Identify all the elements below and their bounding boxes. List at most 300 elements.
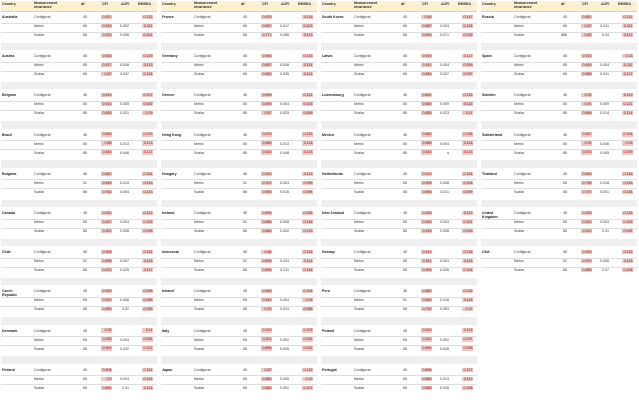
- invariance-level: Metric: [34, 298, 44, 303]
- df-value: 66: [83, 189, 87, 194]
- block-separator: [161, 160, 317, 168]
- cfi-value: 0.862: [422, 132, 432, 137]
- country-block: [321, 247, 477, 278]
- rmsea-value: 0.114: [303, 62, 313, 67]
- rmsea-value: 0.088: [303, 307, 313, 312]
- row-divider: [161, 267, 317, 268]
- invariance-level: Metric: [34, 180, 44, 185]
- header-df: df.: [241, 2, 246, 6]
- country-block: [1, 90, 157, 121]
- delta-cfi-value: 0.028: [440, 346, 449, 351]
- invariance-level: Scalar: [34, 268, 45, 273]
- invariance-level: Metric: [354, 376, 364, 381]
- country-block: [481, 247, 637, 278]
- row-divider: [321, 179, 477, 180]
- header-cfi: CFI: [422, 2, 428, 6]
- cfi-value: 0.918: [422, 228, 432, 233]
- country-block: [1, 326, 157, 357]
- header-delta-cfi: ΔCFI: [441, 2, 450, 6]
- rmsea-value: 0.094: [303, 189, 313, 194]
- cfi-value: 0.927: [102, 219, 112, 224]
- country-block: [321, 208, 477, 239]
- country-block: [161, 326, 317, 357]
- cfi-value: 0.922: [422, 337, 432, 342]
- cfi-value: 0.913: [102, 32, 112, 37]
- invariance-level: Metric: [354, 24, 364, 28]
- header-rmsea: RMSEA: [458, 2, 471, 6]
- cfi-value: 0.816: [582, 171, 592, 176]
- row-divider: [321, 101, 477, 102]
- df-value: 65: [563, 180, 567, 185]
- row-divider: [481, 179, 637, 180]
- delta-cfi-value: 0.005: [120, 102, 129, 107]
- row-divider: [321, 23, 477, 24]
- country-name: Australia: [2, 15, 18, 19]
- invariance-level: Metric: [34, 220, 44, 224]
- delta-cfi-value: 0.001: [600, 189, 609, 194]
- row-divider: [321, 219, 477, 220]
- rmsea-value: 0.101: [143, 32, 153, 37]
- delta-cfi-value: 0.004: [120, 337, 129, 342]
- row-divider: [1, 149, 157, 150]
- invariance-level: Configural: [194, 54, 211, 59]
- delta-cfi-value: 0.046: [120, 150, 129, 155]
- cfi-value: 0.893: [102, 111, 112, 116]
- country-block: [321, 90, 477, 121]
- rmsea-value: 0.113: [303, 32, 313, 37]
- rmsea-value: 0.104: [303, 289, 313, 294]
- rmsea-value: 0.085: [143, 298, 153, 303]
- invariance-level: Metric: [194, 102, 204, 107]
- cfi-value: 0.895: [262, 102, 272, 107]
- invariance-level: Metric: [354, 298, 364, 303]
- df-value: 65: [403, 180, 407, 185]
- invariance-level: Configural: [194, 289, 211, 294]
- block-separator: [481, 43, 637, 51]
- row-divider: [1, 101, 157, 102]
- cfi-value: 0.944: [262, 298, 272, 303]
- delta-cfi-value: 0.021: [120, 111, 129, 116]
- df-value: 65: [243, 376, 247, 381]
- row-divider: [161, 336, 317, 337]
- df-value: 65: [83, 102, 87, 107]
- block-separator: [1, 43, 157, 51]
- block-separator: [1, 278, 157, 286]
- delta-cfi-value: 0.086: [280, 33, 289, 37]
- invariance-level: Configural: [354, 132, 371, 137]
- df-value: 45: [563, 132, 567, 137]
- invariance-level: Scalar: [354, 111, 365, 116]
- df-value: 65: [243, 102, 247, 107]
- invariance-level: Scalar: [194, 150, 205, 155]
- cfi-value: 0.902: [102, 346, 112, 351]
- cfi-value: 0.896: [422, 189, 432, 194]
- rmsea-value: 0.115: [463, 328, 473, 333]
- cfi-value: 0.816: [422, 32, 432, 37]
- row-divider: [481, 62, 637, 63]
- invariance-level: Configural: [514, 15, 531, 19]
- country-block: [321, 51, 477, 82]
- df-value: 65: [243, 337, 247, 342]
- invariance-level: Configural: [34, 328, 51, 333]
- cfi-value: 0.887: [422, 23, 432, 28]
- invariance-level: Scalar: [514, 189, 525, 194]
- country-block: [1, 169, 157, 200]
- df-value: 65: [403, 141, 407, 146]
- delta-cfi-value: 0.018: [600, 180, 609, 185]
- header-delta-cfi: ΔCFI: [121, 2, 130, 6]
- rmsea-value: 0.105: [143, 219, 153, 224]
- delta-cfi-value: 0.018: [440, 298, 449, 303]
- invariance-level: Configural: [34, 93, 51, 98]
- cfi-value: 0.927: [582, 132, 592, 137]
- row-divider: [1, 32, 157, 33]
- df-value: 85: [83, 72, 87, 77]
- row-divider: [1, 306, 157, 307]
- invariance-level: Configural: [34, 367, 51, 372]
- header-cfi: CFI: [262, 2, 268, 6]
- cfi-value: 0.911: [422, 258, 432, 263]
- cfi-value: 0.948: [262, 289, 272, 294]
- invariance-level: Metric: [194, 298, 204, 303]
- invariance-level: Metric: [194, 180, 204, 185]
- header-measurement-invariance: Measurement invariance: [354, 0, 378, 9]
- cfi-value: 0.891: [102, 385, 112, 390]
- block-separator: [1, 356, 157, 364]
- invariance-level: Metric: [34, 259, 44, 264]
- delta-cfi-value: 0.008: [120, 63, 129, 68]
- df-value: 85: [403, 385, 407, 390]
- df-value: 65: [563, 102, 567, 107]
- rmsea-value: 0.119: [463, 210, 473, 215]
- country-name: Canada: [2, 211, 15, 215]
- rmsea-value: 0.105: [623, 219, 633, 224]
- row-divider: [1, 297, 157, 298]
- block-separator: [161, 356, 317, 364]
- invariance-level: Configural: [514, 132, 531, 137]
- header-cfi: CFI: [102, 2, 108, 6]
- invariance-level: Scalar: [34, 307, 45, 312]
- df-value: 66: [83, 268, 87, 273]
- header-measurement-invariance: Measurement invariance: [194, 0, 218, 9]
- rmsea-value: 0.108: [623, 267, 633, 272]
- cfi-value: 0.919: [102, 23, 112, 28]
- invariance-level: Metric: [34, 337, 44, 342]
- row-divider: [161, 140, 317, 141]
- cfi-value: 0.899: [102, 307, 112, 312]
- invariance-level: Metric: [34, 141, 44, 146]
- df-value: 45: [83, 15, 87, 19]
- cfi-value: 0.897: [262, 62, 272, 67]
- df-value: 85: [243, 111, 247, 116]
- header-measurement-invariance: Measurement invariance: [34, 0, 58, 9]
- invariance-level: Metric: [354, 102, 364, 107]
- country-name: Ireland: [162, 289, 174, 294]
- rmsea-value: 0.108: [463, 385, 473, 390]
- delta-cfi-value: 0.009: [440, 102, 449, 107]
- delta-cfi-value: 0.002: [280, 337, 289, 342]
- row-divider: [481, 101, 637, 102]
- country-name: Thailand: [482, 171, 497, 176]
- delta-cfi-value: 0.014: [280, 307, 289, 312]
- delta-cfi-value: 0.047: [120, 72, 129, 77]
- cfi-value: 0.928: [422, 210, 432, 215]
- df-value: 85: [83, 229, 87, 233]
- country-name: Portugal: [322, 367, 337, 372]
- country-block: [1, 286, 157, 317]
- rmsea-value: 0.106: [463, 180, 473, 185]
- df-value: 45: [563, 211, 567, 215]
- delta-cfi-value: 0.071: [440, 33, 449, 37]
- delta-cfi-value: 0.005: [280, 376, 289, 381]
- cfi-value: 0.926: [422, 219, 432, 224]
- invariance-level: Scalar: [34, 229, 45, 233]
- df-value: 85: [243, 33, 247, 37]
- invariance-level: Metric: [354, 180, 364, 185]
- rmsea-value: 0.146: [303, 219, 313, 224]
- row-divider: [161, 71, 317, 72]
- block-separator: [481, 239, 637, 247]
- country-block: [481, 12, 637, 43]
- rmsea-value: 0.146: [623, 171, 633, 176]
- country-name: Peru: [322, 289, 330, 294]
- df-value: 65: [83, 141, 87, 146]
- country-block: [1, 12, 157, 43]
- invariance-level: Metric: [514, 102, 524, 107]
- invariance-level: Scalar: [354, 229, 365, 233]
- cfi-value: 0.884: [262, 228, 272, 233]
- country-block: [161, 208, 317, 239]
- row-divider: [321, 71, 477, 72]
- cfi-value: 0.936: [102, 337, 112, 342]
- df-value: 45: [563, 93, 567, 98]
- block-separator: [481, 121, 637, 129]
- delta-cfi-value: 0.025: [280, 111, 289, 116]
- delta-cfi-value: 0.035: [280, 72, 289, 77]
- block-separator: [321, 160, 477, 168]
- block-separator: [321, 82, 477, 90]
- rmsea-value: 0.134: [623, 189, 633, 194]
- delta-cfi-value: 0.006: [120, 229, 129, 233]
- country-name: Finland: [2, 367, 15, 372]
- df-value: 85: [563, 229, 567, 233]
- rmsea-value: 0.105: [303, 328, 313, 333]
- row-divider: [481, 140, 637, 141]
- invariance-level: Configural: [194, 15, 211, 19]
- cfi-value: 0.875: [582, 150, 592, 155]
- df-value: 65: [83, 298, 87, 303]
- block-separator: [161, 121, 317, 129]
- invariance-level: Configural: [354, 93, 371, 98]
- row-divider: [321, 62, 477, 63]
- df-value: 85: [83, 150, 87, 155]
- country-name: Chile: [2, 250, 11, 255]
- cfi-value: 0.875: [262, 132, 272, 137]
- country-name: Denmark: [2, 328, 18, 333]
- row-divider: [161, 375, 317, 376]
- df-value: 45: [243, 93, 247, 98]
- invariance-level: Metric: [514, 259, 524, 264]
- rmsea-value: 0.097: [463, 71, 473, 76]
- invariance-level: Configural: [354, 54, 371, 59]
- rmsea-value: 0.126: [623, 210, 633, 215]
- df-value: 45: [563, 54, 567, 59]
- invariance-level: Scalar: [194, 111, 205, 116]
- df-value: 65: [563, 141, 567, 146]
- delta-cfi-value: 0.019: [120, 180, 129, 185]
- row-divider: [481, 110, 637, 111]
- invariance-level: Metric: [194, 337, 204, 342]
- cfi-value: 0.815: [262, 150, 272, 155]
- cfi-value: 0.858: [422, 111, 432, 116]
- invariance-level: Configural: [194, 171, 211, 176]
- df-value: 45: [243, 367, 247, 372]
- row-divider: [481, 32, 637, 33]
- delta-cfi-value: 0.004: [280, 298, 289, 303]
- delta-cfi-value: 0.006: [120, 33, 129, 37]
- invariance-level: Configural: [194, 367, 211, 372]
- rmsea-value: 0.12: [462, 307, 473, 311]
- header-df: df.: [81, 2, 86, 6]
- country-block: [161, 12, 317, 43]
- rmsea-value: 0.112: [463, 376, 473, 381]
- df-value: 45: [403, 328, 407, 333]
- cfi-value: 0.863: [262, 141, 272, 146]
- country-name: Czech Republic: [2, 289, 18, 298]
- block-separator: [1, 200, 157, 208]
- df-value: 85: [563, 189, 567, 194]
- rmsea-value: 0.107: [303, 385, 313, 390]
- cfi-value: 0.919: [102, 93, 112, 98]
- delta-cfi-value: 0.07: [602, 268, 609, 273]
- invariance-level: Configural: [354, 15, 371, 19]
- cfi-value: 0.881: [582, 14, 592, 19]
- cfi-value: 0.865: [262, 376, 272, 381]
- rmsea-value: 0.09: [142, 111, 153, 115]
- invariance-level: Scalar: [34, 189, 45, 194]
- df-value: 65: [563, 220, 567, 224]
- row-divider: [1, 140, 157, 141]
- df-value: 45: [83, 54, 87, 59]
- rmsea-value: 0.126: [623, 180, 633, 185]
- cfi-value: 0.913: [422, 171, 432, 176]
- cfi-value: 0.87: [581, 24, 592, 28]
- delta-cfi-value: 0.004: [280, 102, 289, 107]
- block-separator: [161, 239, 317, 247]
- rmsea-value: 0.116: [463, 150, 473, 155]
- cfi-value: 0.884: [422, 376, 432, 381]
- rmsea-value: 0.147: [463, 14, 473, 19]
- rmsea-value: 0.099: [623, 150, 633, 155]
- header-cfi: CFI: [582, 2, 588, 6]
- df-value: 45: [403, 367, 407, 372]
- invariance-level: Scalar: [194, 385, 205, 390]
- delta-cfi-value: 0.006: [120, 298, 129, 303]
- df-value: 65: [403, 337, 407, 342]
- df-value: 51: [243, 259, 247, 264]
- row-divider: [321, 345, 477, 346]
- invariance-level: Scalar: [34, 33, 45, 37]
- delta-cfi-value: 0.004: [440, 63, 449, 68]
- delta-cfi-value: 0.027: [440, 72, 449, 77]
- country-block: [481, 208, 637, 239]
- invariance-level: Metric: [514, 141, 524, 146]
- header-df: df.: [561, 2, 566, 6]
- country-block: [321, 169, 477, 200]
- rmsea-value: 0.121: [303, 93, 313, 98]
- rmsea-value: 0.129: [143, 53, 153, 58]
- rmsea-value: 0.104: [463, 267, 473, 272]
- invariance-level: Configural: [354, 211, 371, 215]
- rmsea-value: 0.09: [622, 141, 633, 145]
- invariance-level: Metric: [514, 24, 524, 28]
- row-divider: [161, 228, 317, 229]
- row-divider: [321, 336, 477, 337]
- cfi-value: 0.922: [582, 219, 592, 224]
- rmsea-value: 0.13: [622, 54, 633, 58]
- cfi-value: 0.843: [422, 150, 432, 155]
- delta-cfi-value: 0.006: [440, 268, 449, 273]
- country-name: Spain: [482, 54, 492, 59]
- rmsea-value: 0.116: [303, 14, 313, 19]
- invariance-level: Configural: [34, 15, 51, 19]
- block-separator: [321, 278, 477, 286]
- rmsea-value: 0.132: [463, 289, 473, 294]
- df-value: 45: [83, 328, 87, 333]
- df-value: 45: [243, 328, 247, 333]
- rmsea-value: 0.099: [463, 346, 473, 351]
- df-value: 51: [83, 180, 87, 185]
- invariance-level: Configural: [194, 250, 211, 255]
- df-value: 65: [243, 63, 247, 68]
- df-value: 36: [403, 289, 407, 294]
- rmsea-value: 0.117: [463, 53, 473, 58]
- country-block: [321, 130, 477, 161]
- df-value: 45: [403, 132, 407, 137]
- rmsea-value: 0.111: [622, 63, 633, 67]
- df-value: 85: [563, 72, 567, 77]
- rmsea-value: 0.101: [463, 219, 473, 224]
- delta-cfi-value: 0.006: [600, 141, 609, 146]
- df-value: 65: [403, 102, 407, 107]
- country-name: Poland: [322, 328, 334, 333]
- df-value: 85: [403, 72, 407, 77]
- delta-cfi-value: 0.013: [280, 141, 289, 146]
- rmsea-value: 0.136: [463, 249, 473, 254]
- delta-cfi-value: 0.007: [120, 259, 129, 264]
- cfi-value: 0.863: [262, 385, 272, 390]
- delta-cfi-value: 0.004: [120, 220, 129, 224]
- invariance-level: Configural: [34, 54, 51, 59]
- cfi-value: 0.9: [101, 377, 112, 381]
- row-divider: [161, 110, 317, 111]
- df-value: 85: [83, 33, 87, 37]
- row-divider: [481, 258, 637, 259]
- country-name: Norway: [322, 250, 335, 255]
- df-value: 45: [243, 132, 247, 137]
- block-separator: [1, 82, 157, 90]
- cfi-value: 0.868: [582, 71, 592, 76]
- invariance-level: Configural: [514, 54, 531, 59]
- rmsea-value: 0.09: [302, 298, 313, 302]
- invariance-level: Configural: [514, 211, 531, 215]
- df-value: 45: [243, 15, 247, 19]
- cfi-value: 0.89: [421, 15, 432, 19]
- row-divider: [161, 219, 317, 220]
- invariance-level: Scalar: [354, 307, 365, 312]
- invariance-level: Scalar: [514, 72, 525, 77]
- rmsea-value: 0.099: [303, 111, 313, 116]
